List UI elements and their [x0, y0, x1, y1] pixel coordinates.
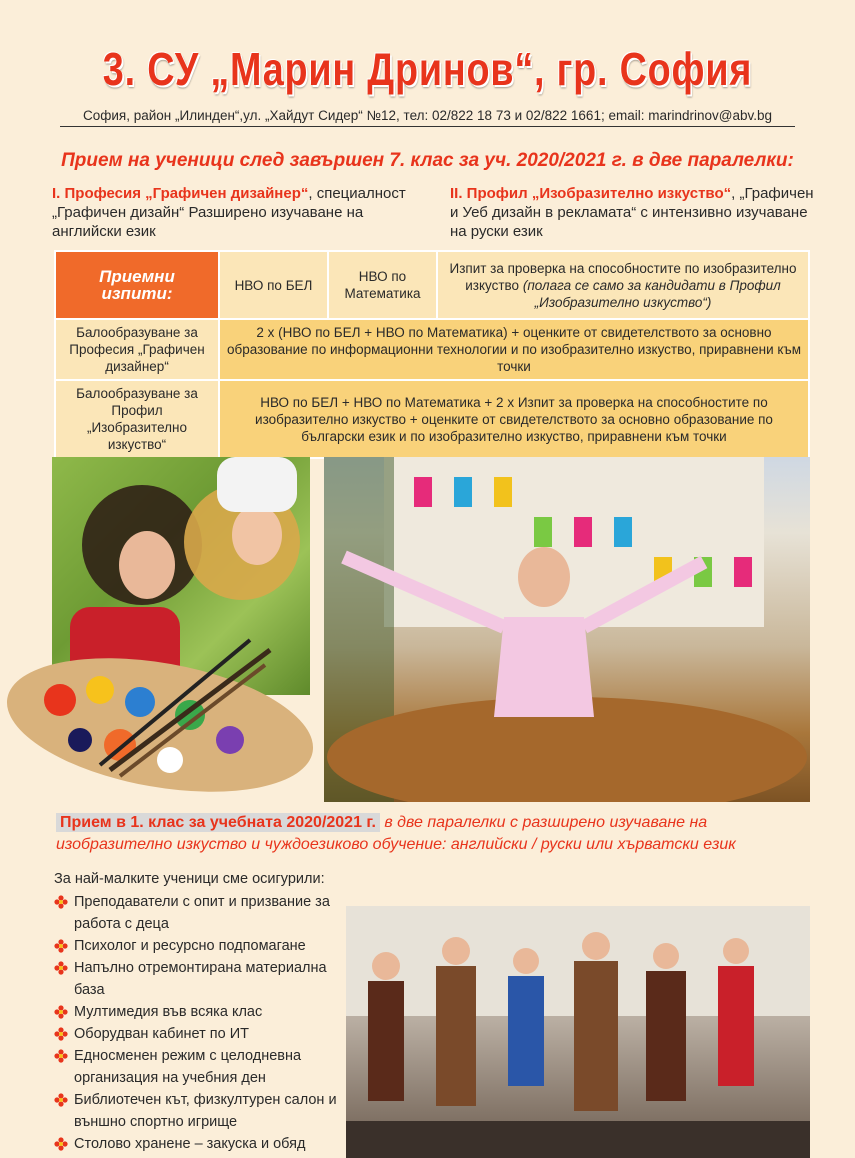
row-label-profile: Балообразуване за Профил „Изобразително изкуство“ [55, 380, 219, 458]
list-item-text: Едносменен режим с целодневна организация на учебния ден [74, 1048, 302, 1086]
benefits-lead: За най-малките ученици сме осигурили: [54, 871, 325, 887]
profile-block [450, 184, 820, 241]
flower-bullet-icon [54, 1137, 68, 1151]
flower-bullet-icon [54, 895, 68, 909]
profile-text: , „Графичен и Уеб дизайн в рекламата“ с интензивно изучаване на руски език [450, 185, 814, 240]
exam-table [54, 250, 810, 459]
list-item [54, 1001, 344, 1023]
photo-children-folk-costumes [346, 906, 810, 1158]
exam-header-art [437, 251, 809, 319]
list-item-text: Преподаватели с опит и призвание за работа с деца [74, 894, 330, 932]
list-item [54, 1023, 344, 1045]
profile-title: II. Профил „Изобразително изкуство“ [450, 185, 732, 202]
list-item [54, 935, 344, 957]
grade-one-admission [56, 812, 810, 856]
list-item-text: Библиотечен кът, физкултурен салон и външно спортно игрище [74, 1092, 337, 1130]
list-item-text: Психолог и ресурсно подпомагане [74, 938, 306, 954]
profession-title: I. Професия „Графичен дизайнер“ [52, 185, 309, 202]
photo-girl-autumn-leaves [324, 457, 810, 802]
list-item [54, 891, 344, 935]
list-item-text: Мултимедия във всяка клас [74, 1004, 263, 1020]
exam-header-art-main: Изпит за проверка на способностите по изобразително изкуство [449, 260, 797, 293]
row-formula-profession: 2 х (НВО по БЕЛ + НВО по Математика) + оценките от свидетелството за основно образование по информационни технологии и по изобразително изкуство, приравнени към точки [219, 319, 809, 380]
exam-header-art-note: (полага се само за кандидати в Профил „Изобразително изкуство“) [522, 277, 781, 310]
exam-header-label: Приемни изпити: [55, 251, 219, 319]
exam-header-math: НВО по Математика [328, 251, 437, 319]
list-item [54, 957, 344, 1001]
list-item-text: Столово хранене – закуска и обяд [74, 1136, 306, 1152]
list-item [54, 1045, 344, 1089]
grade-one-highlight: Прием в 1. клас за учебната 2020/2021 г. [56, 813, 380, 832]
list-item [54, 1133, 344, 1155]
row-label-profession: Балообразуване за Професия „Графичен дизайнер“ [55, 319, 219, 380]
table-row [55, 319, 809, 380]
benefits-items [54, 891, 344, 1155]
flower-bullet-icon [54, 1005, 68, 1019]
benefits-list [54, 868, 344, 1155]
paint-palette-image [0, 620, 320, 805]
admission-headline: Прием на ученици след завършен 7. клас за уч. 2020/2021 г. в две паралелки: [61, 150, 794, 171]
profession-block [52, 184, 422, 241]
profession-text: , специалност „Графичен дизайн“ Разширено изучаване на английски език [52, 185, 406, 240]
flower-bullet-icon [54, 1093, 68, 1107]
list-item-text: Оборудван кабинет по ИТ [74, 1026, 250, 1042]
flower-bullet-icon [54, 1049, 68, 1063]
exam-header-bel: НВО по БЕЛ [219, 251, 328, 319]
flower-bullet-icon [54, 961, 68, 975]
list-item [54, 1089, 344, 1133]
grade-one-text: в две паралелки с разширено изучаване на изобразително изкуство и чуждоезиково обучение: английски / руски или хърватски език [56, 814, 736, 853]
row-formula-profile: НВО по БЕЛ + НВО по Математика + 2 х Изпит за проверка на способностите по изобразително изкуство + оценките от свидетелството за основно образование по български език и по изобразително изкуство, приравнени към точки [219, 380, 809, 458]
flower-bullet-icon [54, 939, 68, 953]
school-title: 3. СУ „Марин Дринов“, гр. София [102, 43, 753, 95]
table-row [55, 380, 809, 458]
exam-table-header [55, 251, 809, 319]
contact-line: София, район „Илинден“,ул. „Хайдут Сидер“ №12, тел: 02/822 18 73 и 02/822 1661; email: marindrinov@abv.bg [60, 108, 795, 127]
list-item-text: Напълно отремонтирана материална база [74, 960, 327, 998]
flower-bullet-icon [54, 1027, 68, 1041]
